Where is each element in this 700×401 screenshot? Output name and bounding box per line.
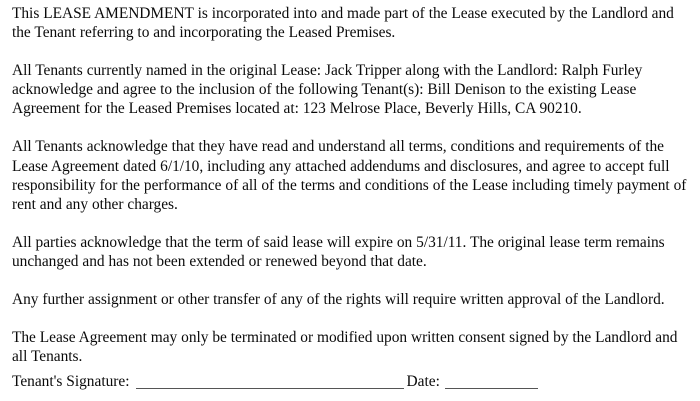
signature-block [12,372,691,391]
paragraph-assignment: Any further assignment or other transfer of any of the rights will require written approval of the Landlord. [12,291,665,309]
date-label: Date: [406,373,440,390]
document-body [12,4,691,366]
paragraph-lease-term: All parties acknowledge that the term of said lease will expire on 5/31/11. The original lease term remains unchanged and has not been extended or renewed beyond that date. [12,233,665,270]
paragraph-intro: This LEASE AMENDMENT is incorporated into and made part of the Lease executed by the Landlord and the Tenant referring to and incorporating the Leased Premises. [12,5,674,42]
tenant-signature-label: Tenant's Signature: [12,373,130,390]
tenant-signature-field[interactable] [136,388,404,389]
paragraph-termination: The Lease Agreement may only be terminated or modified upon written consent signed by the Landlord and all Tenants. [12,329,678,366]
paragraph-acknowledgement: All Tenants acknowledge that they have read and understand all terms, conditions and requirements of the Lease Agreement dated 6/1/10, including any attached addendums and disclosures, and agree to accept full responsibility for the performance of all of the terms and conditions of the Lease including timely payment of rent and any other charges. [12,138,687,213]
paragraph-tenants-named: All Tenants currently named in the original Lease: Jack Tripper along with the Landlord: Ralph Furley acknowledge and agree to the inclusion of the following Tenant(s): Bill Denison to the existing Lease Agreement for the Leased Premises located at: 123 Melrose Place, Beverly Hills, CA 90210. [12,62,643,118]
date-field[interactable] [445,388,538,389]
